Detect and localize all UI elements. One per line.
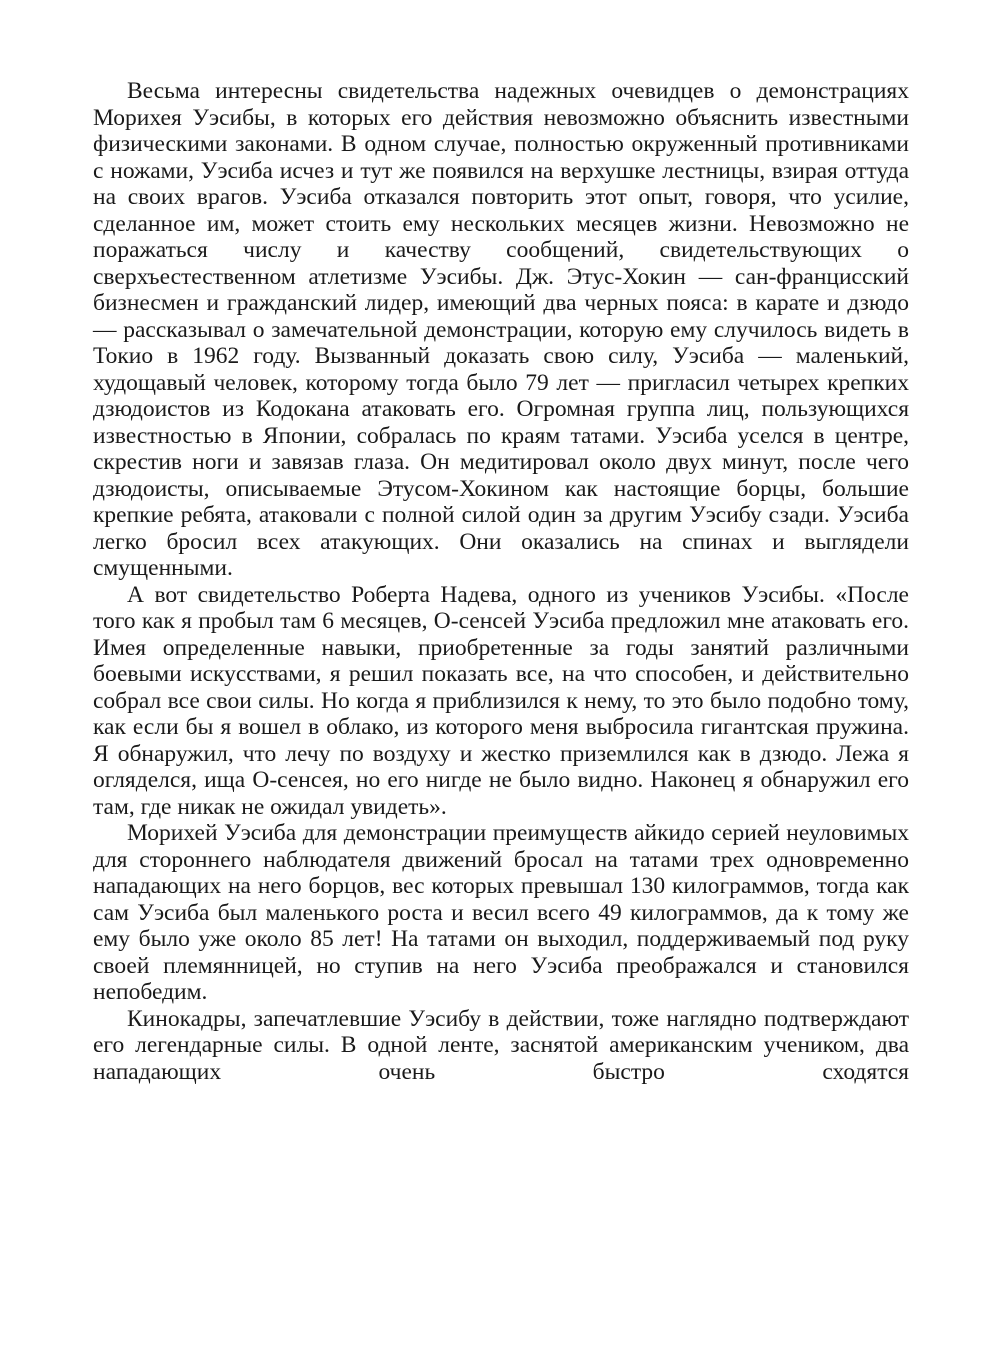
paragraph: Кинокадры, запечатлевшие Уэсибу в действии, тоже наглядно подтверждают его легендарные силы. В одной ленте, заснятой американским учеником, два нападающих очень быстро сходятся — [93, 1005, 909, 1085]
paragraph: Весьма интересны свидетельства надежных очевидцев о демонстрациях Морихея Уэсибы, в которых его действия невозможно объяснить известными физическими законами. В одном случае, полностью окруженный противниками с ножами, Уэсиба исчез и тут же появился на верхушке лестницы, взирая оттуда на своих врагов. Уэсиба отказался повторить этот опыт, говоря, что усилие, сделанное им, может стоить ему нескольких месяцев жизни. Невозможно не поражаться числу и качеству сообщений, свидетельствующих о сверхъестественном атлетизме Уэсибы. Дж. Этус-Хокин — сан-францисский бизнесмен и гражданский лидер, имеющий два черных пояса: в карате и дзюдо — рассказывал о замечательной демонстрации, которую ему случилось видеть в Токио в 1962 году. Вызванный доказать свою силу, Уэсиба — маленький, худощавый человек, которому тогда было 79 лет — пригласил четырех крепких дзюдоистов из Кодокана атаковать его. Огромная группа лиц, пользующихся известностью в Японии, собралась по краям татами. Уэсиба уселся в центре, скрестив ноги и завязав глаза. Он медитировал около двух минут, после чего дзюдоисты, описываемые Этусом-Хокином как настоящие борцы, большие крепкие ребята, атаковали с полной силой один за другим Уэсибу сзади. Уэсиба легко бросил всех атакующих. Они оказались на спинах и выглядели смущенными. — [93, 78, 909, 581]
paragraph: Морихей Уэсиба для демонстрации преимуществ айкидо серией неуловимых для стороннего наблюдателя движений бросал на татами трех одновременно нападающих на него борцов, вес которых превышал 130 килограммов, тогда как сам Уэсиба был маленького роста и весил всего 49 килограммов, да к тому же ему было уже около 85 лет! На татами он выходил, поддерживаемый под руку своей племянницей, но ступив на него Уэсиба преображался и становился непобедим. — [93, 820, 909, 1005]
body-text — [93, 78, 909, 1085]
paragraph: А вот свидетельство Роберта Надева, одного из учеников Уэсибы. «После того как я пробыл там 6 месяцев, О-сенсей Уэсиба предложил мне атаковать его. Имея определенные навыки, приобретенные за годы занятий различными боевыми искусствами, я решил показать все, на что способен, и действительно собрал все свои силы. Но когда я приблизился к нему, то это было подобно тому, как если бы я вошел в облако, из которого меня выбросила гигантская пружина. Я обнаружил, что лечу по воздуху и жестко приземлился как в дзюдо. Лежа я огляделся, ища О-сенсея, но его нигде не было видно. Наконец я обнаружил его там, где никак не ожидал увидеть». — [93, 581, 909, 820]
